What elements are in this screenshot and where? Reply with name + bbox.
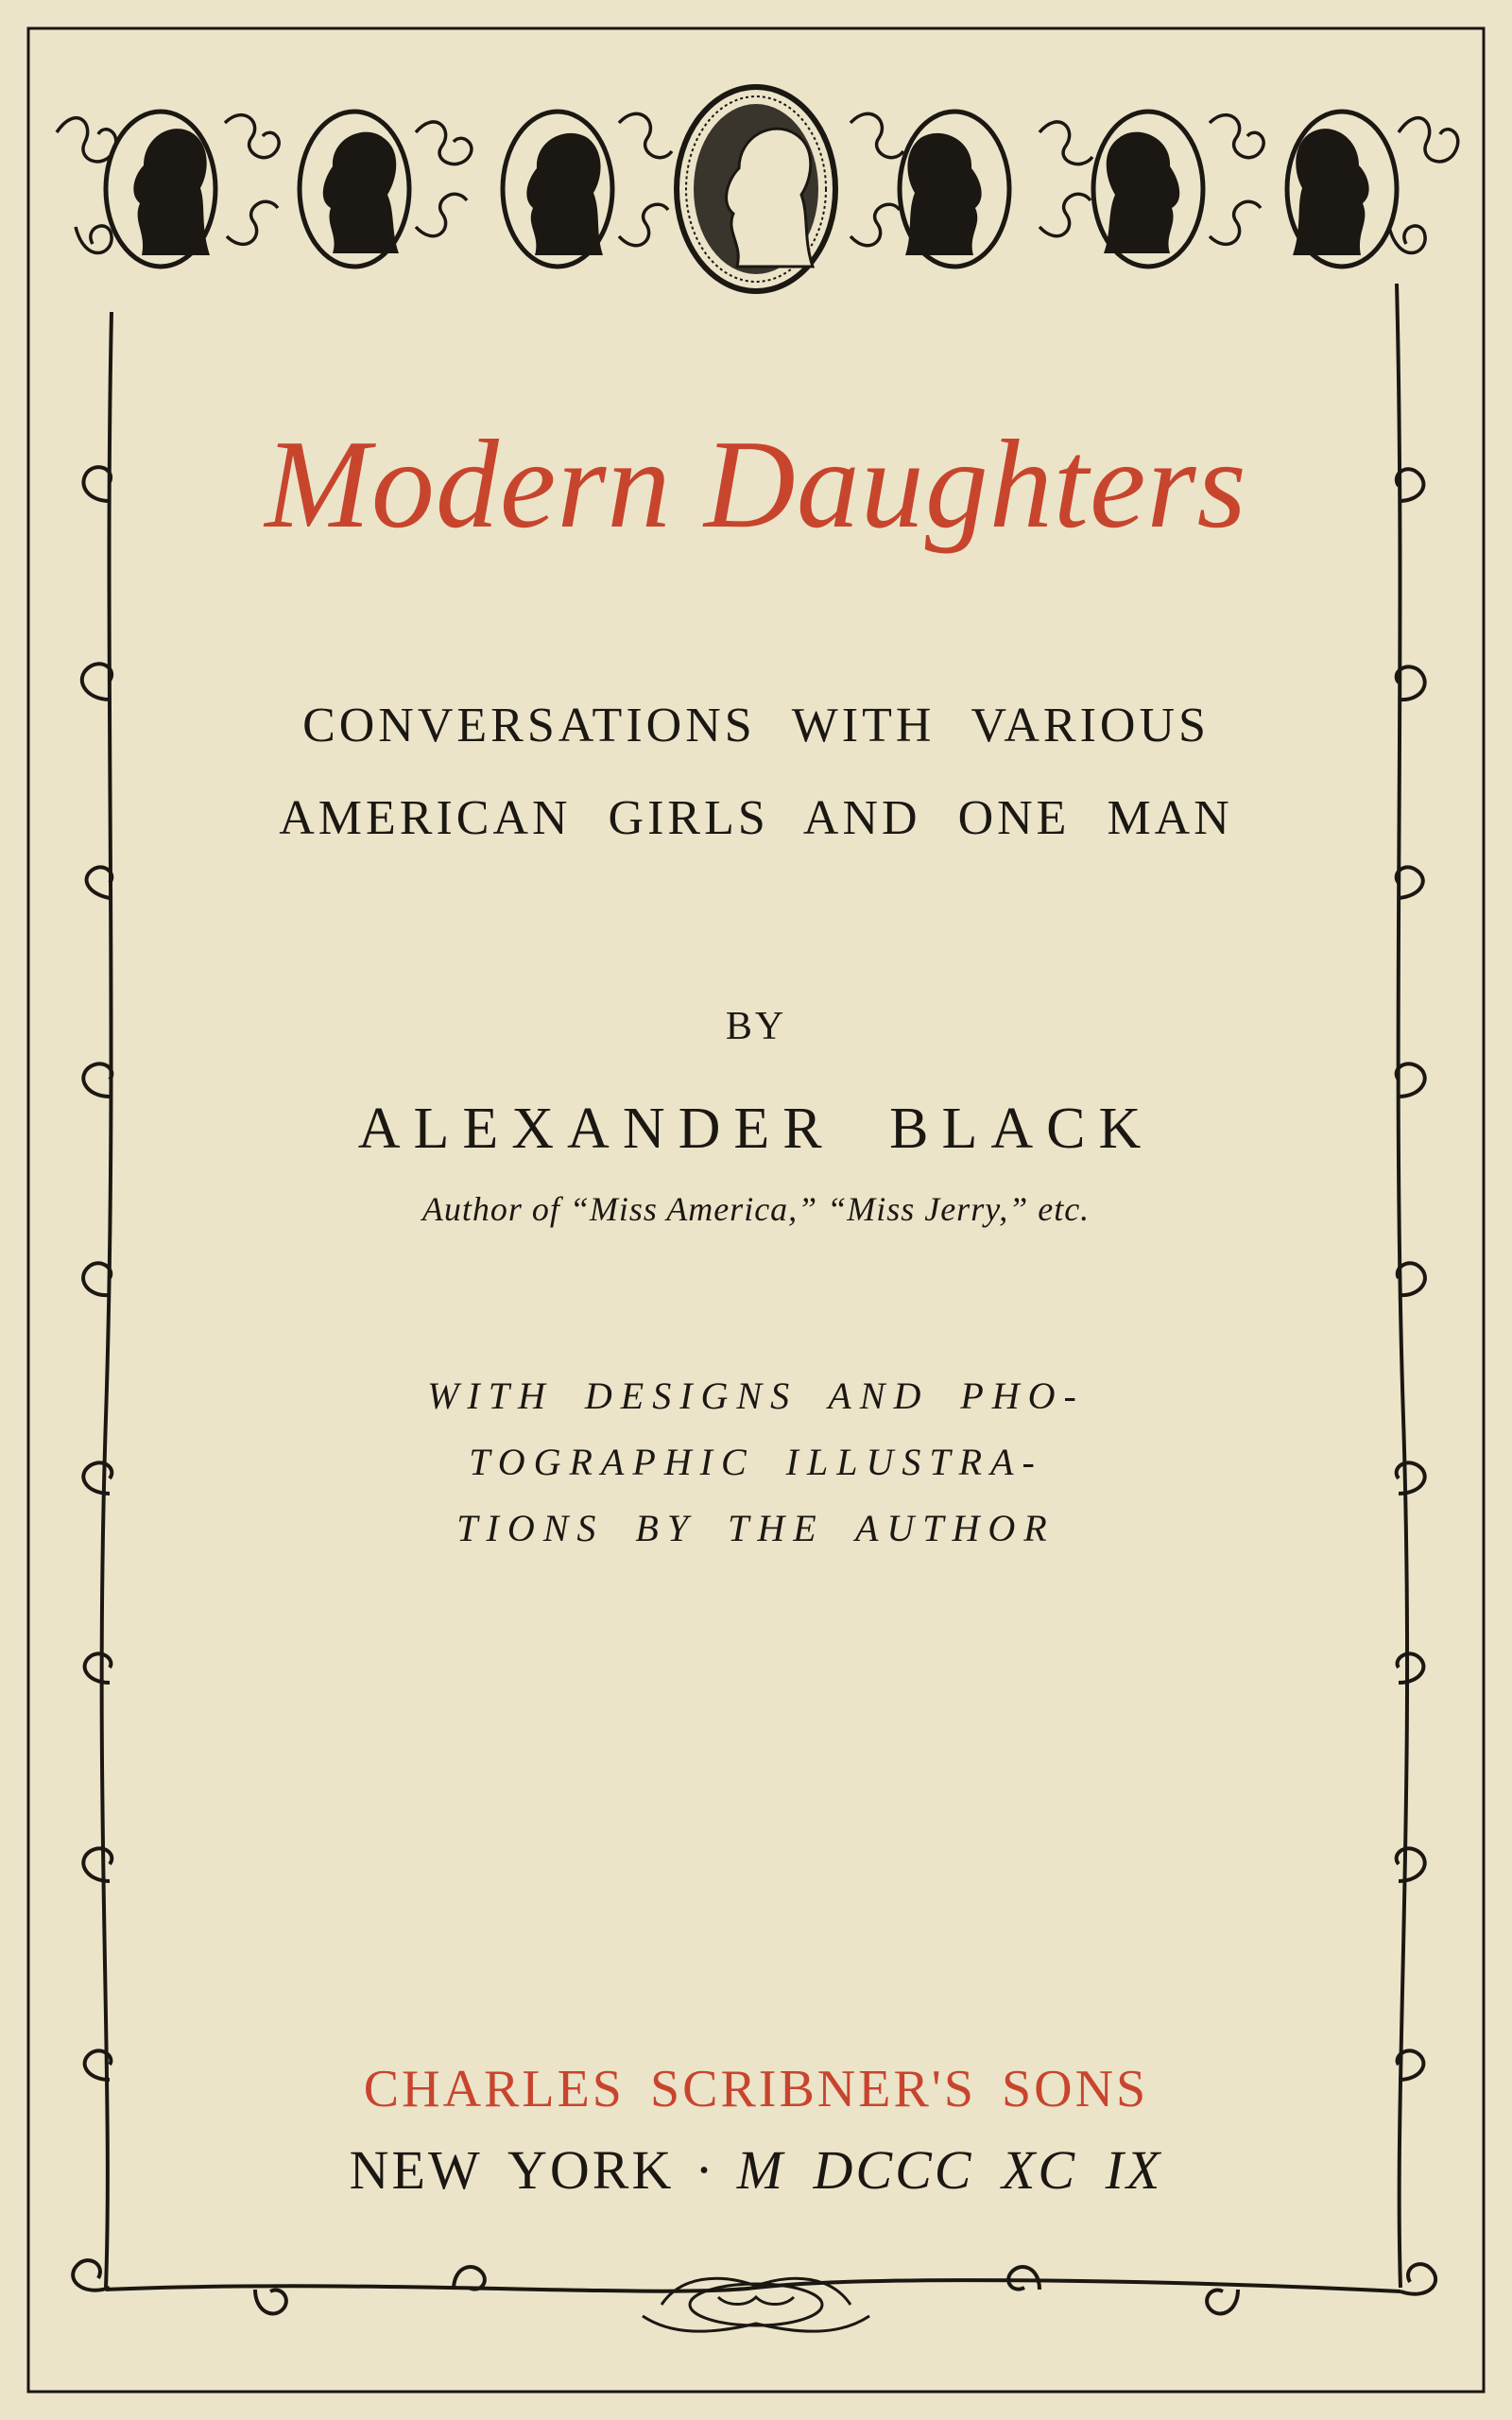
imprint-city: NEW YORK xyxy=(349,2139,675,2201)
book-title: Modern Daughters xyxy=(265,414,1247,554)
center-portrait-cameo-icon xyxy=(677,87,835,291)
author-name: ALEXANDER BLACK xyxy=(357,1097,1155,1161)
frame-lines xyxy=(102,284,1407,2291)
subtitle-line-1: CONVERSATIONS WITH VARIOUS xyxy=(302,699,1210,752)
author-credits: Author of “Miss America,” “Miss Jerry,” etc. xyxy=(421,1190,1091,1228)
bottom-center-ornament xyxy=(643,2278,869,2331)
by-label: BY xyxy=(725,1005,787,1048)
silhouette-cameo-icon xyxy=(1093,112,1203,267)
silhouette-cameo-icon xyxy=(300,112,409,267)
silhouette-cameo-icon xyxy=(106,112,215,267)
imprint-year: M DCCC XC IX xyxy=(736,2139,1163,2201)
illustrations-note-line-2: TOGRAPHIC ILLUSTRA- xyxy=(469,1441,1043,1483)
silhouette-cameo-icon xyxy=(1287,112,1397,267)
illustrations-note-line-3: TIONS BY THE AUTHOR xyxy=(456,1507,1056,1549)
publisher-name: CHARLES SCRIBNER'S SONS xyxy=(363,2060,1149,2118)
silhouette-cameo-icon xyxy=(503,112,612,267)
subtitle-line-2: AMERICAN GIRLS AND ONE MAN xyxy=(279,791,1233,845)
silhouette-cameo-icon xyxy=(900,112,1009,267)
imprint-separator: · xyxy=(695,2139,716,2201)
imprint-line xyxy=(0,2140,1512,2201)
illustrations-note-line-1: WITH DESIGNS AND PHO- xyxy=(427,1374,1085,1417)
